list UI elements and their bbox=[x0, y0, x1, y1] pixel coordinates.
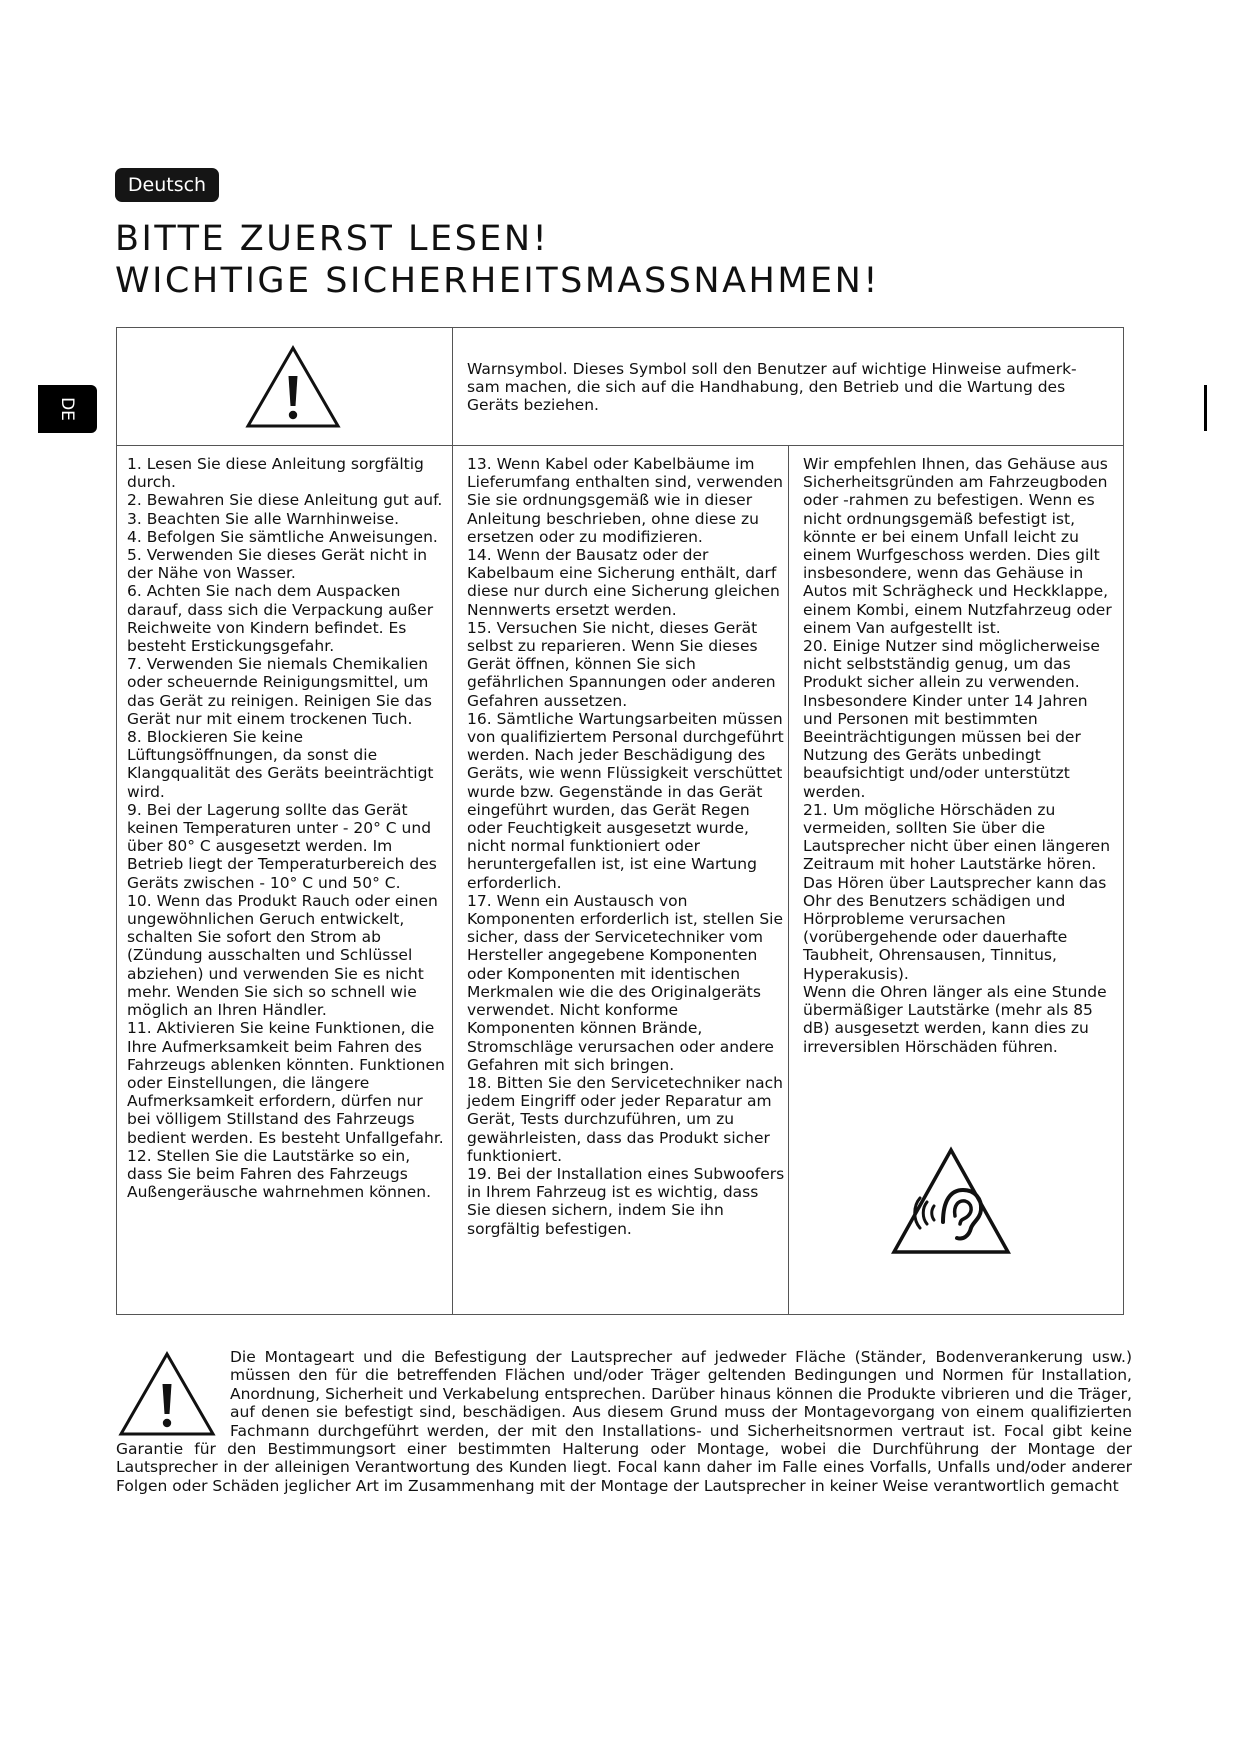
instruction-item: 19. Bei der Installation eines Subwoofers in Ihrem Fahrzeug ist es wichtig, dass Sie diesen sichern, indem Sie ihn sorgfältig befestigen. bbox=[467, 1164, 785, 1238]
instruction-item: 5. Verwenden Sie dieses Gerät nicht in der Nähe von Wasser. bbox=[127, 546, 428, 583]
table-header-divider bbox=[117, 445, 1123, 446]
instruction-item: 13. Wenn Kabel oder Kabelbäume im Lieferumfang enthalten sind, verwenden Sie sie ordnungsgemäß wie in dieser Anleitung beschrieben, ohne diese zu ersetzen oder zu modifizieren. bbox=[467, 455, 783, 546]
instruction-item: Wenn die Ohren länger als eine Stunde übermäßiger Lautstärke (mehr als 85 dB) ausgesetzt werden, kann dies zu irreversiblen Hörschäden führen. bbox=[803, 982, 1107, 1056]
table-divider-1 bbox=[452, 328, 453, 1314]
table-divider-2 bbox=[788, 445, 789, 1314]
instruction-item: 15. Versuchen Sie nicht, dieses Gerät selbst zu reparieren. Wenn Sie dieses Gerät öffnen, können Sie sich gefährlichen Spannungen oder anderen Gefahren aussetzen. bbox=[467, 618, 776, 710]
instruction-item: 6. Achten Sie nach dem Auspacken darauf, dass sich die Verpackung außer Reichweite von Kindern befindet. Es besteht Erstickungsgefahr. bbox=[127, 582, 434, 656]
safety-instructions-table bbox=[116, 327, 1124, 1315]
instruction-item: 9. Bei der Lagerung sollte das Gerät keinen Temperaturen unter - 20° C und über 80° C ausgesetzt werden. Im Betrieb liegt der Temperaturbereich des Geräts zwischen - 10° C und 50° C. bbox=[127, 800, 437, 892]
instruction-item: 14. Wenn der Bausatz oder der Kabelbaum eine Sicherung enthält, darf diese nur durch eine Sicherung gleichen Nennwerts ersetzt werden. bbox=[467, 546, 780, 619]
installation-notice: Die Montageart und die Befestigung der Lautsprecher auf jedweder Fläche (Ständer, Bodenverankerung usw.) müssen den für die betreffenden Flächen und/oder Träger geltenden Bedingungen und Normen für Installation, Anordnung, Sicherheit und Verkabelung entsprechen. Darüber hinaus können die Produkte vibrieren und die Träger, auf denen sie befestigt sind, beschädigen. Aus diesem Grund muss der Montagevorgang von einem qualifizierten Fachmann durchgeführt werden, der mit den Installations- und Sicherheitsnormen vertraut ist. Focal gibt keine Garantie für den Bestimmungsort einer bestimmten Halterung oder Montage, wobei die Durchführung der Montage der Lautsprecher in der alleinigen Verantwortung des Kunden liegt. Focal kann daher im Falle eines Vorfalls, Unfalls und/oder anderer Folgen oder Schäden jeglicher Art im Zusammenhang mit der Montage der Lautsprecher in keiner Weise verantwortlich gemacht bbox=[116, 1348, 1132, 1495]
instruction-item: Wir empfehlen Ihnen, das Gehäuse aus Sicherheitsgründen am Fahrzeugboden oder -rahmen zu befestigen. Wenn es nicht ordnungsgemäß befestigt ist, könnte er bei einem Unfall leicht zu einem Wurfgeschoss werden. Dies gilt insbesondere, wenn das Gehäuse in Autos mit Schrägheck und Heckklappe, einem Kombi, einem Nutzfahrzeug oder einem Van aufgestellt ist. bbox=[803, 455, 1112, 637]
hearing-warning-icon bbox=[889, 1146, 1013, 1258]
instruction-item: 1. Lesen Sie diese Anleitung sorgfältig durch. bbox=[127, 455, 424, 492]
instruction-item: 4. Befolgen Sie sämtliche Anweisungen. bbox=[127, 527, 438, 546]
instruction-item: 21. Um mögliche Hörschäden zu vermeiden, sollten Sie über die Lautsprecher nicht über einen längeren Zeitraum mit hoher Lautstärke hören. Das Hören über Lautsprecher kann das Ohr des Benutzers schädigen und Hörprobleme verursachen (vorübergehende oder dauerhafte Taubheit, Ohrensausen, Tinnitus, Hyperakusis). bbox=[803, 800, 1111, 983]
language-badge: Deutsch bbox=[115, 168, 219, 202]
page-title bbox=[115, 218, 880, 302]
title-line-1: BITTE ZUERST LESEN! bbox=[115, 219, 550, 259]
instruction-item: 3. Beachten Sie alle Warnhinweise. bbox=[127, 509, 400, 528]
side-tab-label: DE bbox=[57, 397, 77, 421]
instruction-item: 11. Aktivieren Sie keine Funktionen, die Ihre Aufmerksamkeit beim Fahren des Fahrzeugs ablenken könnten. Funktionen oder Einstellungen, die längere Aufmerksamkeit erfordern, dürfen nur bei völligem Stillstand des Fahrzeugs bedient werden. Es besteht Unfallgefahr. bbox=[127, 1019, 445, 1147]
instruction-item: 20. Einige Nutzer sind möglicherweise nicht selbstständig genug, um das Produkt sicher allein zu verwenden. Insbesondere Kinder unter 14 Jahren und Personen mit bestimmten Beeinträchtigungen müssen bei der Nutzung des Geräts unbedingt beaufsichtigt und/oder unterstützt werden. bbox=[803, 637, 1100, 801]
warning-triangle-icon bbox=[245, 344, 341, 430]
instructions-column-3 bbox=[803, 455, 1121, 1056]
instructions-column-2 bbox=[467, 455, 785, 1238]
instruction-item: 12. Stellen Sie die Lautstärke so ein, dass Sie beim Fahren des Fahrzeugs Außengeräusche wahrnehmen können. bbox=[127, 1146, 432, 1202]
page-edge-marker bbox=[1204, 385, 1207, 431]
instruction-item: 8. Blockieren Sie keine Lüftungsöffnungen, da sonst die Klangqualität des Geräts beeinträchtigt wird. bbox=[127, 728, 434, 801]
warning-symbol-text: Warnsymbol. Dieses Symbol soll den Benutzer auf wichtige Hinweise aufmerk-sam machen, die sich auf die Handhabung, den Betrieb und die Wartung des Geräts beziehen. bbox=[467, 360, 1077, 414]
instruction-item: 18. Bitten Sie den Servicetechniker nach jedem Eingriff oder jeder Reparatur am Gerät, Tests durchzuführen, um zu gewährleisten, dass das Produkt sicher funktioniert. bbox=[467, 1073, 783, 1165]
instruction-item: 2. Bewahren Sie diese Anleitung gut auf. bbox=[127, 491, 443, 510]
instructions-column-1 bbox=[127, 455, 445, 1201]
instruction-item: 7. Verwenden Sie niemals Chemikalien oder scheuernde Reinigungsmittel, um das Gerät zu reinigen. Reinigen Sie das Gerät nur mit einem trockenen Tuch. bbox=[127, 655, 432, 728]
warning-symbol-cell bbox=[117, 328, 453, 445]
instruction-item: 16. Sämtliche Wartungsarbeiten müssen von qualifiziertem Personal durchgeführt werden. Nach jeder Beschädigung des Geräts, wie wenn Flüssigkeit verschüttet wurde bzw. Gegenstände in das Gerät eingeführt wurden, das Gerät Regen oder Feuchtigkeit ausgesetzt wurde, nicht normal funktioniert oder heruntergefallen ist, ist eine Wartung erforderlich. bbox=[467, 709, 784, 892]
instruction-item: 10. Wenn das Produkt Rauch oder einen ungewöhnlichen Geruch entwickelt, schalten Sie sofort den Strom ab (Zündung ausschalten und Schlüssel abziehen) und verwenden Sie es nicht mehr. Wenden Sie sich so schnell wie möglich an Ihren Händler. bbox=[127, 891, 438, 1020]
language-side-tab bbox=[38, 385, 97, 433]
instruction-item: 17. Wenn ein Austausch von Komponenten erforderlich ist, stellen Sie sicher, dass der Servicetechniker vom Hersteller angegebene Komponenten oder Komponenten mit identischen Merkmalen wie die des Originalgeräts verwendet. Nicht konforme Komponenten können Brände, Stromschläge verursachen oder andere Gefahren mit sich bringen. bbox=[467, 891, 784, 1074]
title-line-2: WICHTIGE SICHERHEITSMASSNAHMEN! bbox=[115, 261, 880, 301]
